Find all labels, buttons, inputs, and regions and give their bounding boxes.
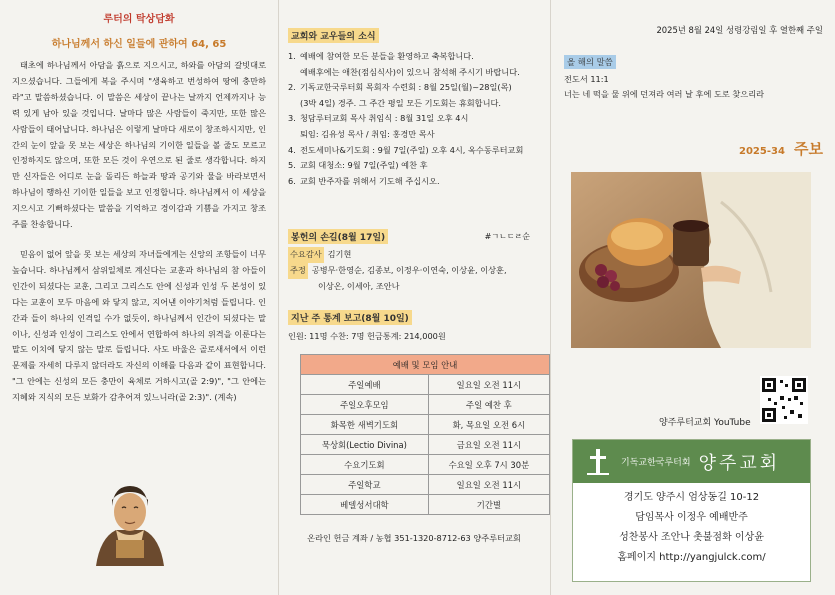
offering-title: 봉헌의 손길(8월 17일) xyxy=(288,229,388,244)
offering-hashtag: #ㄱㄴㄷㄹ순 xyxy=(484,232,530,242)
schedule-event: 주일오후모임 xyxy=(301,395,429,415)
verse-box xyxy=(564,50,823,102)
stats-text: 인원: 11명 수찬: 7명 헌금통계: 214,000원 xyxy=(288,331,446,342)
schedule-row xyxy=(301,395,550,415)
offering-names-1: 김기현 xyxy=(327,249,352,260)
notices-list xyxy=(288,49,540,189)
schedule-event: 수요기도회 xyxy=(301,455,429,475)
verse-title: 올 해의 말씀 xyxy=(564,55,616,69)
bulletin-heading xyxy=(564,138,823,159)
notice-body xyxy=(300,80,512,111)
notice-item xyxy=(288,143,540,159)
notice-body xyxy=(300,143,523,159)
church-homepage[interactable]: 홈페이지 http://yangjulck.com/ xyxy=(617,552,766,563)
schedule-time: 일요일 오전 11시 xyxy=(428,475,549,495)
offering-label-2: 주정 xyxy=(288,263,308,279)
notice-number: 2. xyxy=(288,82,296,93)
notice-number: 5. xyxy=(288,160,296,171)
schedule-event: 주일학교 xyxy=(301,475,429,495)
offering-row-3 xyxy=(288,279,540,295)
notice-number: 6. xyxy=(288,175,296,186)
table-talk-paragraph-1: 태초에 하나님께서 아담을 흙으로 지으시고, 하와를 아담의 갈빗대로 지으셨습니다. 그들에게 복을 주시며 "생육하고 번성하여 땅에 충만하라"고 말씀하셨습니다. 이 말씀은 세상이 끝나는 날까지 언제까지나 능력 있게 남아 있을 것입니다. 날마다 많은 사람들이 죽지만, 또한 많은 사람들이 태어납니다. 하나님은 이렇게 날마다 새로이 창조하시지만, 인간의 눈이 앞을 못 보는 세상은 하나님의 기이한 일들을 볼 줄도 모르고 인정하지도 않으며, 또한 모든 것이 우연으로 된 줄로 생각합니다. 하지만 신자들은 어디로 눈을 돌리든 하늘과 땅과 공기와 물을 바라보면서 하나님이 행하신 기이한 일들을 보고 인정합니다. 하나님께서 이 세상을 지으시고 기뻐하셨다는 말씀을 기억하고 경이감과 기쁨을 가지고 창조주를 찬송합니다. xyxy=(12,60,266,230)
church-details xyxy=(573,488,810,568)
notice-number: 1. xyxy=(288,51,296,61)
schedule-event: 묵상회(Lectio Divina) xyxy=(301,435,429,455)
notice-body xyxy=(300,158,428,174)
church-info-box xyxy=(572,439,811,582)
schedule-row xyxy=(301,475,550,495)
schedule-time: 화, 목요일 오전 6시 xyxy=(428,415,549,435)
notice-item xyxy=(288,111,540,142)
notice-text: 청담루터교회 목사 취임식 : 8월 31일 오후 4시 xyxy=(300,113,469,124)
panel-notices xyxy=(278,0,550,595)
worship-schedule-table xyxy=(300,354,550,515)
luther-portrait-icon xyxy=(86,478,174,566)
stats-title: 지난 주 통계 보고(8월 10일) xyxy=(288,310,412,325)
notice-text: 예배에 참여한 모든 분들을 환영하고 축복합니다. xyxy=(300,51,474,61)
schedule-row xyxy=(301,415,550,435)
notice-item xyxy=(288,158,540,174)
notice-body xyxy=(300,111,468,142)
church-header xyxy=(573,440,810,483)
schedule-row xyxy=(301,455,550,475)
schedule-table-header: 예배 및 모임 안내 xyxy=(301,355,550,375)
notice-text-continued: 퇴임: 김유성 목사 / 취임: 홍경만 목사 xyxy=(300,128,435,139)
notice-item xyxy=(288,49,540,80)
notice-number: 4. xyxy=(288,144,296,155)
table-talk-title: 루터의 탁상담화 xyxy=(103,14,175,25)
bulletin-number: 2025-34 xyxy=(739,146,785,157)
notices-title: 교회와 교우들의 소식 xyxy=(288,28,379,43)
table-talk-subtitle: 하나님께서 하신 일들에 관하여 64, 65 xyxy=(51,39,227,50)
notice-body xyxy=(300,174,440,190)
notice-text: 기독교한국루터회 목회자 수련회 : 8월 25일(월)~28일(목) xyxy=(300,82,512,93)
communion-bread-wine-photo xyxy=(571,172,811,348)
schedule-row xyxy=(301,495,550,515)
schedule-time: 주일 예찬 후 xyxy=(428,395,549,415)
online-offering-account: 온라인 헌금 계좌 / 농협 351-1320-8712-63 양주루터교회 xyxy=(307,533,521,543)
church-address: 경기도 양주시 엄상동길 10-12 xyxy=(623,492,760,503)
schedule-event: 베델성서대학 xyxy=(301,495,429,515)
notice-text: 교회 대청소: 9월 7일(주일) 예찬 후 xyxy=(300,160,428,171)
church-pastor: 담임목사 이정우 예배반주 xyxy=(635,512,748,523)
schedule-row xyxy=(301,375,550,395)
notice-item xyxy=(288,174,540,190)
offering-row-1 xyxy=(288,247,540,263)
offering-row-2 xyxy=(288,263,540,279)
schedule-time: 수요일 오후 7시 30분 xyxy=(428,455,549,475)
qr-code-icon[interactable] xyxy=(760,376,808,424)
service-date: 2025년 8월 24일 성령강림일 후 열한째 주일 xyxy=(656,25,823,35)
youtube-link[interactable]: 양주루터교회 YouTube xyxy=(659,418,751,428)
cross-icon xyxy=(587,447,609,477)
verse-text: 너는 네 떡을 물 위에 던져라 여러 날 후에 도로 찾으리라 xyxy=(564,89,765,99)
schedule-row xyxy=(301,435,550,455)
schedule-event: 주일예배 xyxy=(301,375,429,395)
schedule-event: 화목한 새벽기도회 xyxy=(301,415,429,435)
offering-names-2b: 이상온, 이세아, 조안나 xyxy=(318,280,400,291)
notice-body xyxy=(300,49,520,80)
verse-reference: 전도서 11:1 xyxy=(564,74,609,84)
notice-item xyxy=(288,80,540,111)
bulletin-title: 주보 xyxy=(794,140,823,158)
church-staff: 성찬봉사 조안나 촛불점화 이상윤 xyxy=(619,532,764,543)
church-name: 양주교회 xyxy=(698,452,781,474)
offering-label-1: 수요감사 xyxy=(288,247,324,263)
denomination-name: 기독교한국루터회 xyxy=(621,458,691,468)
schedule-time: 일요일 오전 11시 xyxy=(428,375,549,395)
table-talk-paragraph-2: 믿음이 없어 앞을 못 보는 세상의 자녀들에게는 신앙의 조항들이 너무 높습니다. 하나님께서 삼위일체로 계신다는 교훈과 하나님의 참 아들이 인간이 되셨다는 교훈, 그리고 그리스도 안에 신성과 인성 두 본성이 있다는 교훈이 모두 마음에 와 닿지 않고, 지어낸 이야기처럼 들립니다. 인간과 들이 하나의 인격일 수가 없듯이, 하나님께서 인간이 되셨다는 말이나, 신성과 인성이 그리스도 안에서 연합하여 하나의 위격을 이룬다는 말도 이치에 닿지 않는 말로 들립니다. 사도 바울은 골로새서에서 이런 문제를 자세히 다루지 않더라도 자신의 이해를 다음과 같이 표현합니다. "그 안에는 신성의 모든 충만이 육체로 거하시고(골 2:9)", "그 안에는 지혜와 지식의 모든 보화가 감추어져 있느니라(골 2:3)". (계속) xyxy=(12,248,266,403)
notice-text-continued: 예배후에는 애찬(점심식사)이 있으니 참석해 주시기 바랍니다. xyxy=(300,66,520,77)
schedule-time: 기간별 xyxy=(428,495,549,515)
notice-text: 교회 반주자를 위해서 기도해 주십시오. xyxy=(300,175,440,186)
schedule-time: 금요일 오전 11시 xyxy=(428,435,549,455)
offering-names-2a: 공병무·한영순, 김종보, 이정우·이연숙, 이상윤, 이상훈, xyxy=(311,264,507,275)
notice-number: 3. xyxy=(288,113,296,124)
notice-text-continued: (3박 4일) 경주. 그 주간 평일 모든 기도회는 휴회합니다. xyxy=(300,97,502,108)
notice-text: 전도세미나&기도회 : 9월 7일(주일) 오후 4시, 옥수동루터교회 xyxy=(300,144,524,155)
